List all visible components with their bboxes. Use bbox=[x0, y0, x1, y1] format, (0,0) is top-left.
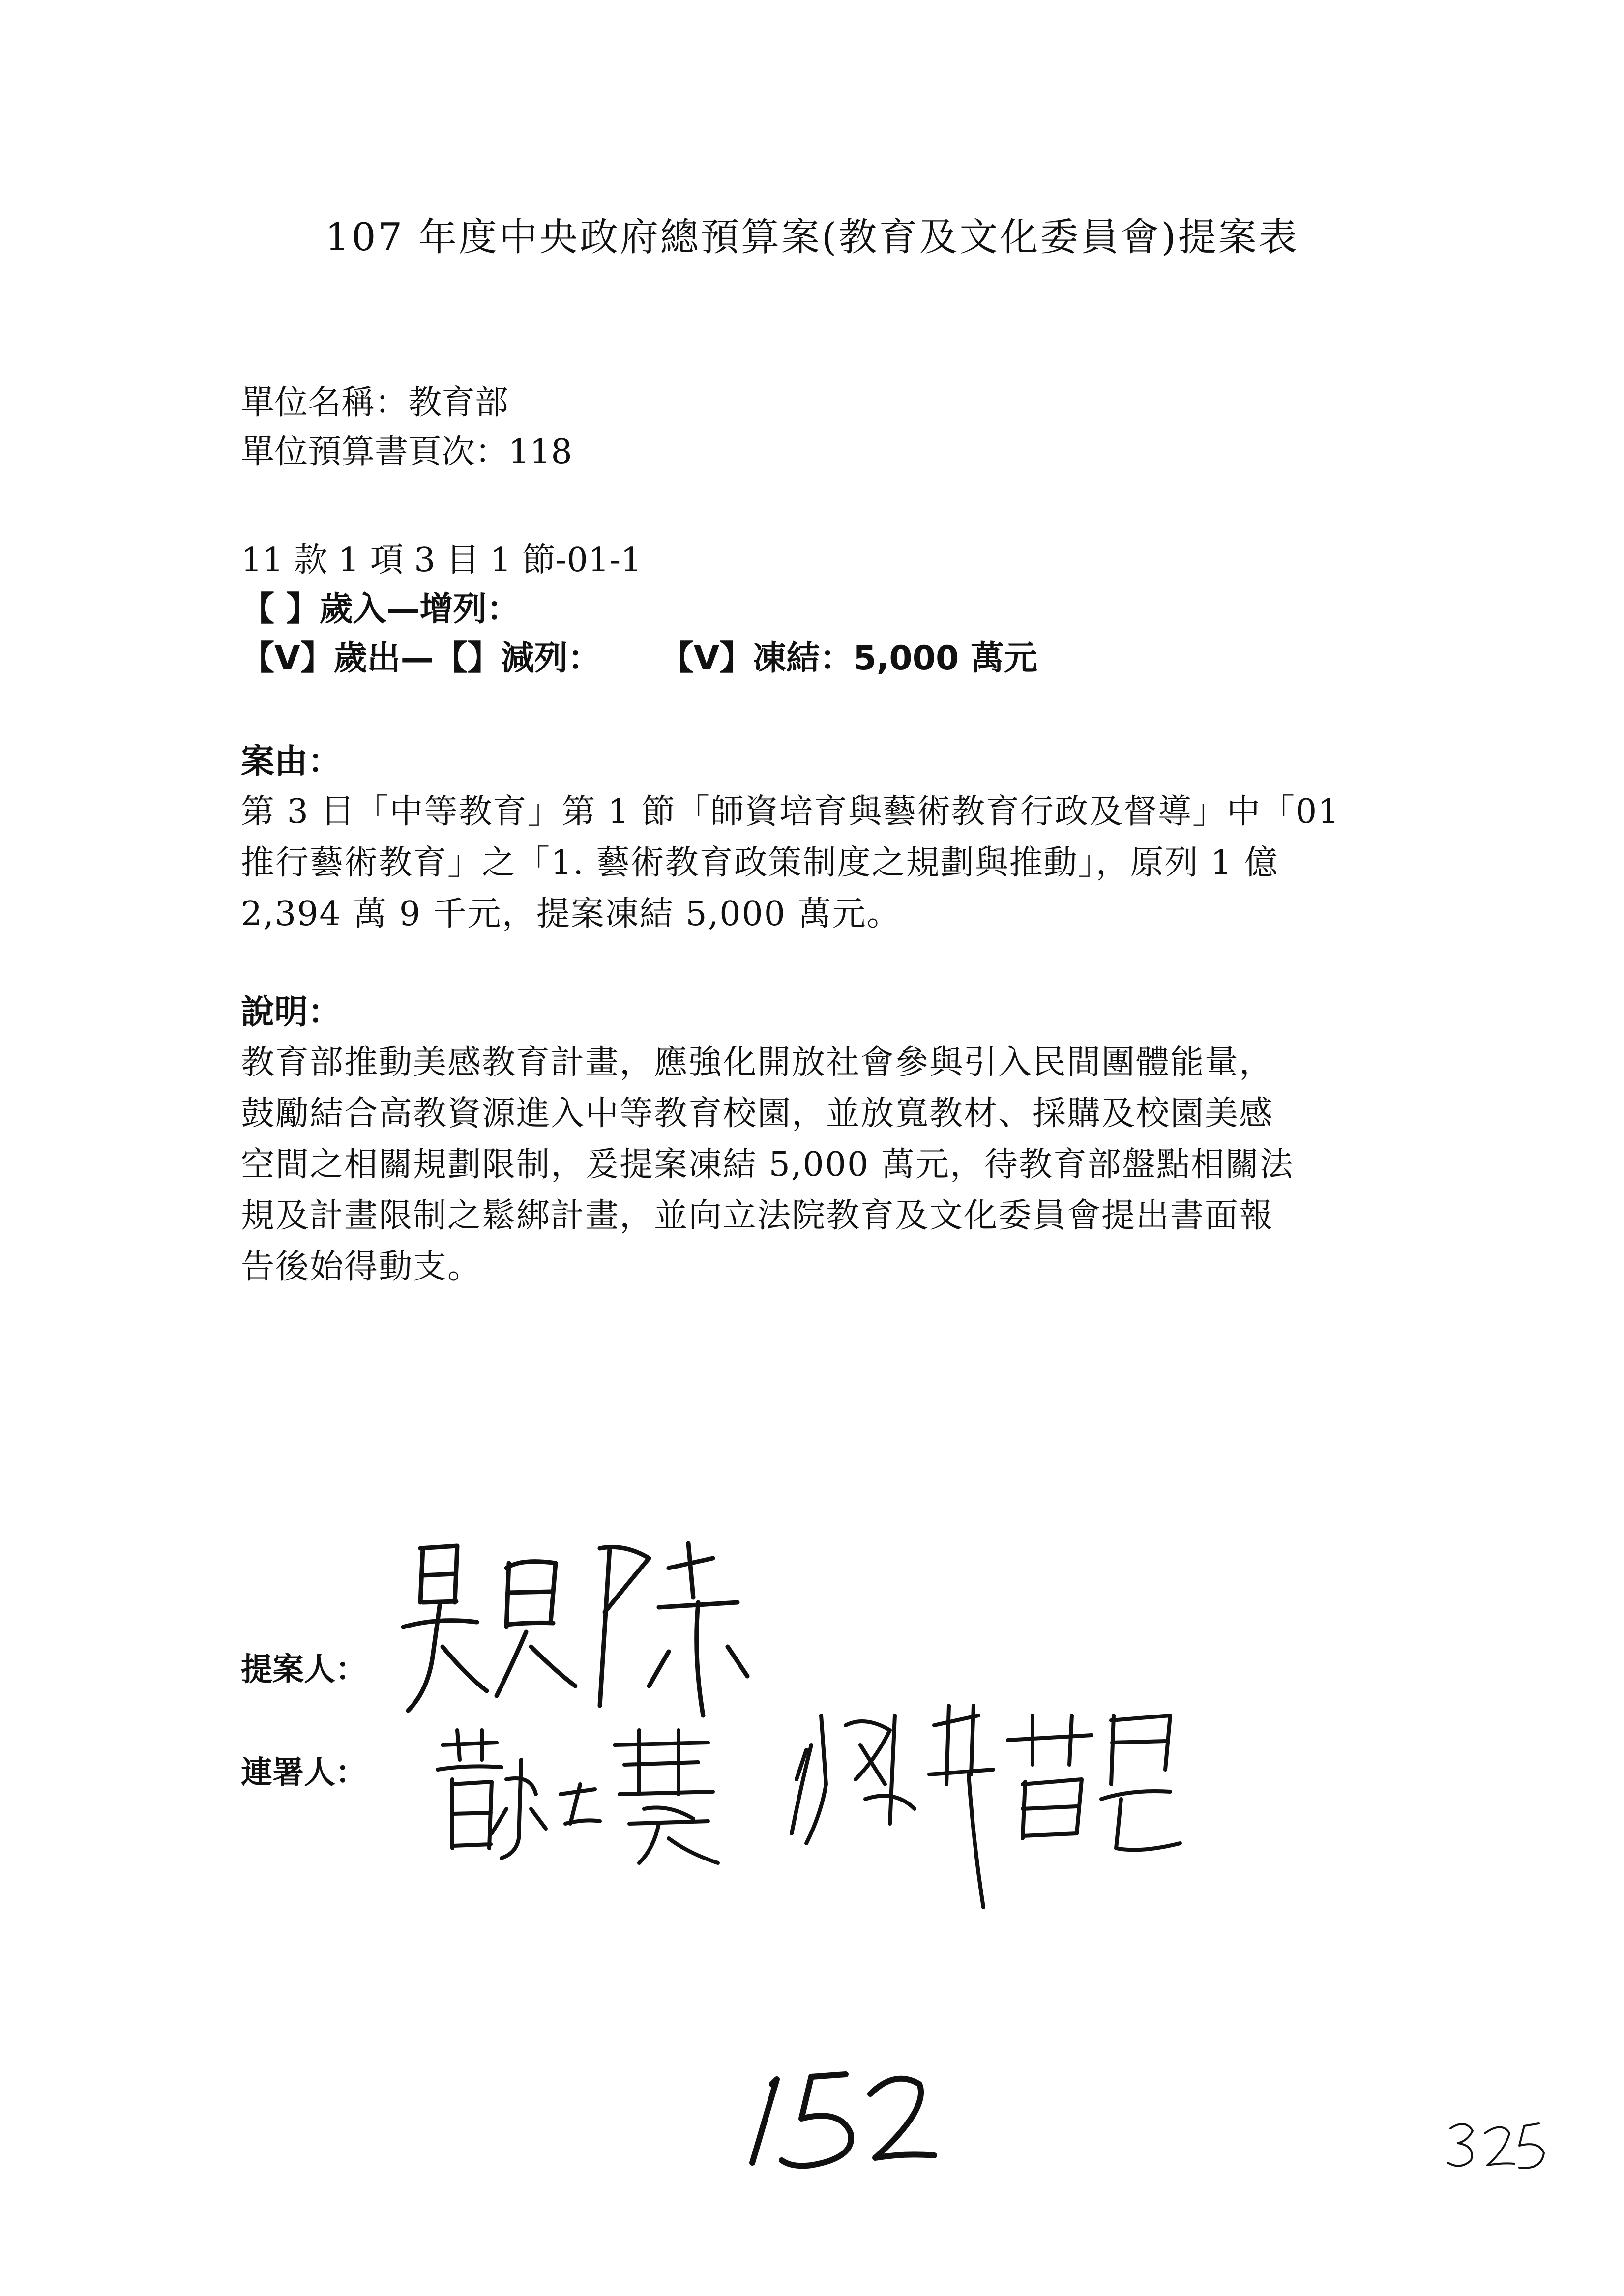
proposer-label: 提案人： bbox=[241, 1652, 367, 1688]
expense-freeze-line bbox=[241, 634, 1421, 683]
page-number bbox=[738, 2064, 944, 2178]
proposer-signature bbox=[393, 1529, 787, 1735]
reason-line: 2,394 萬 9 千元，提案凍結 5,000 萬元。 bbox=[241, 895, 901, 933]
cosigner-label: 連署人： bbox=[241, 1755, 367, 1791]
income-line: 【 】歲入—增列： bbox=[241, 590, 520, 629]
explanation-body bbox=[241, 1037, 1421, 1293]
cosigner-signature-2 bbox=[777, 1686, 1210, 1922]
explanation-line: 空間之相關規劃限制，爰提案凍結 5,000 萬元，待教育部盤點相關法 bbox=[241, 1145, 1294, 1184]
explanation-heading: 說明： bbox=[241, 993, 342, 1032]
corner-pencil-note bbox=[1441, 2109, 1559, 2178]
unit-name: 單位名稱：教育部 bbox=[241, 383, 509, 422]
reason-body bbox=[241, 786, 1421, 940]
explanation-line: 鼓勵結合高教資源進入中等教育校園，並放寬教材、採購及校園美感 bbox=[241, 1094, 1274, 1133]
document-title: 107 年度中央政府總預算案(教育及文化委員會)提案表 bbox=[325, 215, 1299, 260]
reason-heading: 案由： bbox=[241, 742, 342, 781]
unit-budget-page: 單位預算書頁次：118 bbox=[241, 433, 572, 471]
expense-line: 【V】歲出—【】減列： bbox=[241, 639, 601, 678]
budget-code-section bbox=[241, 536, 1421, 683]
reason-line: 第 3 目「中等教育」第 1 節「師資培育與藝術教育行政及督導」中「01 bbox=[241, 792, 1340, 831]
freeze-line: 【V】凍結：5,000 萬元 bbox=[660, 639, 1038, 678]
explanation-line: 規及計畫限制之鬆綁計畫，並向立法院教育及文化委員會提出書面報 bbox=[241, 1196, 1274, 1235]
explanation-line: 教育部推動美感教育計畫，應強化開放社會參與引入民間團體能量， bbox=[241, 1043, 1274, 1082]
budget-code: 11 款 1 項 3 目 1 節-01-1 bbox=[241, 541, 642, 580]
explanation-line: 告後始得動支。 bbox=[241, 1248, 482, 1286]
cosigner-signature-1 bbox=[433, 1725, 738, 1873]
reason-line: 推行藝術教育」之「1. 藝術教育政策制度之規劃與推動」，原列 1 億 bbox=[241, 843, 1279, 882]
unit-info bbox=[241, 378, 1421, 477]
